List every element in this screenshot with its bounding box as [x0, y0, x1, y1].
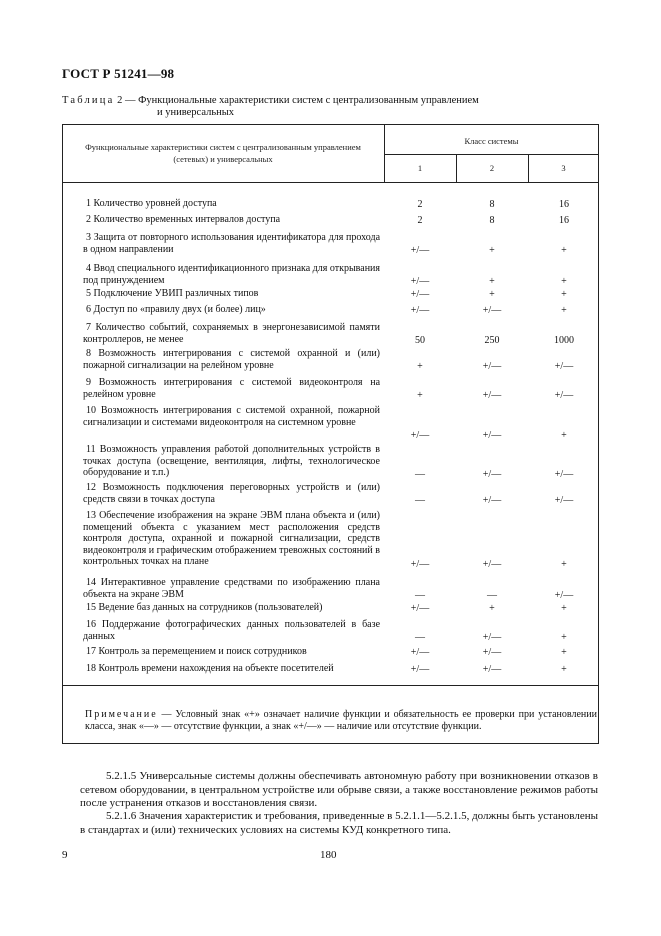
row-description — [83, 263, 380, 286]
row-text: Поддержание фотографических данных пользователей в базе данных — [83, 619, 381, 642]
row-text: Количество уровней доступа — [93, 198, 217, 209]
row-number: 16 — [86, 619, 96, 630]
class-1-value: 50 — [415, 334, 425, 346]
row-description — [83, 482, 380, 505]
class-3-value: + — [561, 602, 567, 614]
row-number: 7 — [86, 322, 91, 333]
row-description — [83, 619, 380, 642]
column-header-class: Класс системы — [464, 136, 519, 146]
class-2-value: +/— — [482, 468, 502, 480]
table-row — [63, 602, 600, 614]
row-description — [83, 405, 380, 428]
row-number: 8 — [86, 348, 91, 359]
row-description — [83, 322, 380, 345]
class-1-value: — — [415, 468, 425, 480]
row-description — [83, 232, 380, 255]
class-2-value: 250 — [484, 334, 500, 346]
caption-label: Таблица — [62, 95, 115, 106]
row-description — [83, 646, 380, 658]
class-2-value: +/— — [482, 429, 502, 441]
class-2-value: +/— — [482, 494, 502, 506]
row-number: 5 — [86, 288, 91, 299]
class-1-value: +/— — [410, 429, 430, 441]
class-3-value: + — [561, 646, 567, 658]
class-3-value: +/— — [554, 589, 574, 601]
table-row — [63, 263, 600, 287]
table-grid-line — [63, 182, 598, 183]
row-description — [83, 377, 380, 400]
row-number: 3 — [86, 232, 91, 243]
paragraph-text: 5.2.1.5 Универсальные системы должны обеспечивать автономную работу при возникновении отказов в сетевом оборудовании, в центральном устройстве или обрыве связи, а также восстановление режимов работы после устранения отказов и восстановления связи. — [80, 770, 598, 809]
class-3-value: + — [561, 558, 567, 570]
class-2-value: 8 — [489, 198, 495, 210]
table-row — [63, 619, 600, 643]
table-row — [63, 482, 600, 506]
row-text: Возможность управления работой дополнительных устройств в точках доступа (освещение, вентиляция, лифты, технологическое оборудование и т.п.) — [83, 444, 381, 478]
table-row — [63, 232, 600, 256]
class-1-value: +/— — [410, 558, 430, 570]
row-number: 2 — [86, 214, 91, 225]
class-1-value: — — [415, 494, 425, 506]
class-number-3: 3 — [561, 163, 566, 173]
row-text: Защита от повторного использования идентификатора для прохода в одном направлении — [83, 232, 381, 255]
class-1-value: +/— — [410, 663, 430, 675]
row-text: Интерактивное управление средствами по изображению плана объекта на экране ЭВМ — [83, 577, 380, 600]
class-3-value: + — [561, 275, 567, 287]
class-3-value: +/— — [554, 389, 574, 401]
row-text: Возможность подключения переговорных устройств и (или) средств связи в точках доступа — [83, 482, 380, 505]
table-row — [63, 322, 600, 346]
note-label: Примечание — [85, 709, 158, 720]
row-number: 6 — [86, 304, 91, 315]
table-row — [63, 198, 600, 210]
row-number: 15 — [86, 602, 96, 613]
class-2-value: +/— — [482, 304, 502, 316]
class-3-value: +/— — [554, 468, 574, 480]
row-text: Контроль за перемещением и поиск сотрудников — [98, 646, 307, 657]
characteristics-table — [62, 124, 599, 744]
class-2-value: +/— — [482, 389, 502, 401]
row-description — [83, 577, 380, 600]
row-number: 18 — [86, 663, 96, 674]
class-1-value: +/— — [410, 602, 430, 614]
row-number: 17 — [86, 646, 96, 657]
class-2-value: +/— — [482, 360, 502, 372]
row-text: Подключение УВИП различных типов — [93, 288, 259, 299]
class-1-value: +/— — [410, 646, 430, 658]
page-number-center: 180 — [320, 849, 337, 861]
row-text: Возможность интегрирования с системой видеоконтроля на релейном уровне — [83, 377, 381, 400]
class-number-2: 2 — [489, 163, 495, 173]
row-description — [83, 288, 380, 300]
class-3-value: + — [561, 631, 567, 643]
class-2-value: + — [489, 244, 495, 256]
class-1-value: + — [417, 360, 423, 372]
class-1-value: + — [417, 389, 423, 401]
class-2-value: 8 — [489, 214, 495, 226]
column-header-characteristics: Функциональные характеристики систем с централизованным управлением (сетевых) и универсальных — [85, 142, 361, 164]
note-text: — Условный знак «+» означает наличие функции и обязательность ее проверки при установлении класса, знак «—» — отсутствие функции, а знак «+/—» — наличие или отсутствие функции. — [85, 709, 597, 732]
class-1-value: 2 — [417, 198, 423, 210]
class-3-value: + — [561, 244, 567, 256]
row-text: Количество временных интервалов доступа — [93, 214, 281, 225]
paragraph-5-2-1-6 — [80, 810, 598, 837]
table-row — [63, 510, 600, 570]
row-number: 1 — [86, 198, 91, 209]
class-1-value: — — [415, 589, 425, 601]
table-row — [63, 214, 600, 226]
class-3-value: +/— — [554, 494, 574, 506]
class-1-value: — — [415, 631, 425, 643]
table-row — [63, 348, 600, 372]
table-row — [63, 577, 600, 601]
caption-text-line2: и универсальных — [157, 107, 235, 118]
class-1-value: +/— — [410, 275, 430, 287]
class-number-1: 1 — [417, 163, 423, 173]
table-row — [63, 377, 600, 401]
row-text: Возможность интегрирования с системой охранной и (или) пожарной сигнализации на релейном уровне — [83, 348, 380, 371]
row-text: Обеспечение изображения на экране ЭВМ плана объекта и (или) помещений объекта с указанием мест расположения средств контроля доступа, охранной и пожарной сигнализации, средств видеоконтроля и графическим отображением тревожных состояний в контрольных точках на плане — [83, 510, 380, 567]
row-text: Контроль времени нахождения на объекте посетителей — [98, 663, 334, 674]
class-2-value: +/— — [482, 646, 502, 658]
class-1-value: +/— — [410, 304, 430, 316]
table-grid-line — [384, 154, 599, 155]
row-number: 4 — [86, 263, 91, 274]
class-1-value: 2 — [417, 214, 423, 226]
class-2-value: + — [489, 602, 495, 614]
caption-number: 2 — [117, 95, 123, 106]
table-grid-line — [63, 685, 598, 686]
class-3-value: + — [561, 288, 567, 300]
class-2-value: + — [489, 288, 495, 300]
row-number: 9 — [86, 377, 91, 388]
table-row — [63, 405, 600, 441]
class-3-value: 16 — [559, 198, 569, 210]
paragraph-5-2-1-5 — [80, 770, 598, 811]
row-description — [83, 602, 380, 614]
class-2-value: +/— — [482, 631, 502, 643]
row-number: 14 — [86, 577, 96, 588]
paragraph-text: 5.2.1.6 Значения характеристик и требования, приведенные в 5.2.1.1—5.2.1.5, должны быть установлены в стандартах и (или) технических условиях на системы КУД конкретного типа. — [80, 810, 599, 836]
class-2-value: — — [487, 589, 497, 601]
row-number: 11 — [86, 444, 96, 455]
table-row — [63, 304, 600, 316]
row-description — [83, 348, 380, 371]
row-text: Количество событий, сохраняемых в энергонезависимой памяти контроллеров, не менее — [83, 322, 380, 345]
row-number: 12 — [86, 482, 96, 493]
row-description — [83, 663, 380, 675]
page-number-left: 9 — [62, 849, 68, 861]
class-2-value: +/— — [482, 558, 502, 570]
table-row — [63, 288, 600, 300]
table-note — [85, 709, 597, 733]
table-row — [63, 444, 600, 480]
row-number: 10 — [86, 405, 96, 416]
caption-text-line1: — Функциональные характеристики систем с централизованным управлением — [124, 95, 479, 106]
class-3-value: + — [561, 429, 567, 441]
row-text: Возможность интегрирования с системой охранной, пожарной сигнализации и системами видеоконтроля на системном уровне — [83, 405, 380, 428]
class-1-value: +/— — [410, 288, 430, 300]
table-row — [63, 646, 600, 658]
row-text: Ввод специального идентификационного признака для открывания под принуждением — [83, 263, 381, 286]
row-description — [83, 510, 380, 568]
row-description — [83, 214, 380, 226]
class-3-value: +/— — [554, 360, 574, 372]
table-caption — [62, 95, 532, 119]
row-number: 13 — [86, 510, 96, 521]
class-3-value: + — [561, 663, 567, 675]
class-2-value: + — [489, 275, 495, 287]
class-2-value: +/— — [482, 663, 502, 675]
class-1-value: +/— — [410, 244, 430, 256]
table-row — [63, 663, 600, 675]
row-description — [83, 198, 380, 210]
row-text: Ведение баз данных на сотрудников (пользователей) — [98, 602, 323, 613]
class-3-value: 1000 — [554, 334, 574, 346]
row-text: Доступ по «правилу двух (и более) лиц» — [93, 304, 266, 315]
class-3-value: 16 — [559, 214, 569, 226]
document-header: ГОСТ Р 51241—98 — [62, 66, 175, 81]
row-description — [83, 304, 380, 316]
class-3-value: + — [561, 304, 567, 316]
row-description — [83, 444, 380, 479]
